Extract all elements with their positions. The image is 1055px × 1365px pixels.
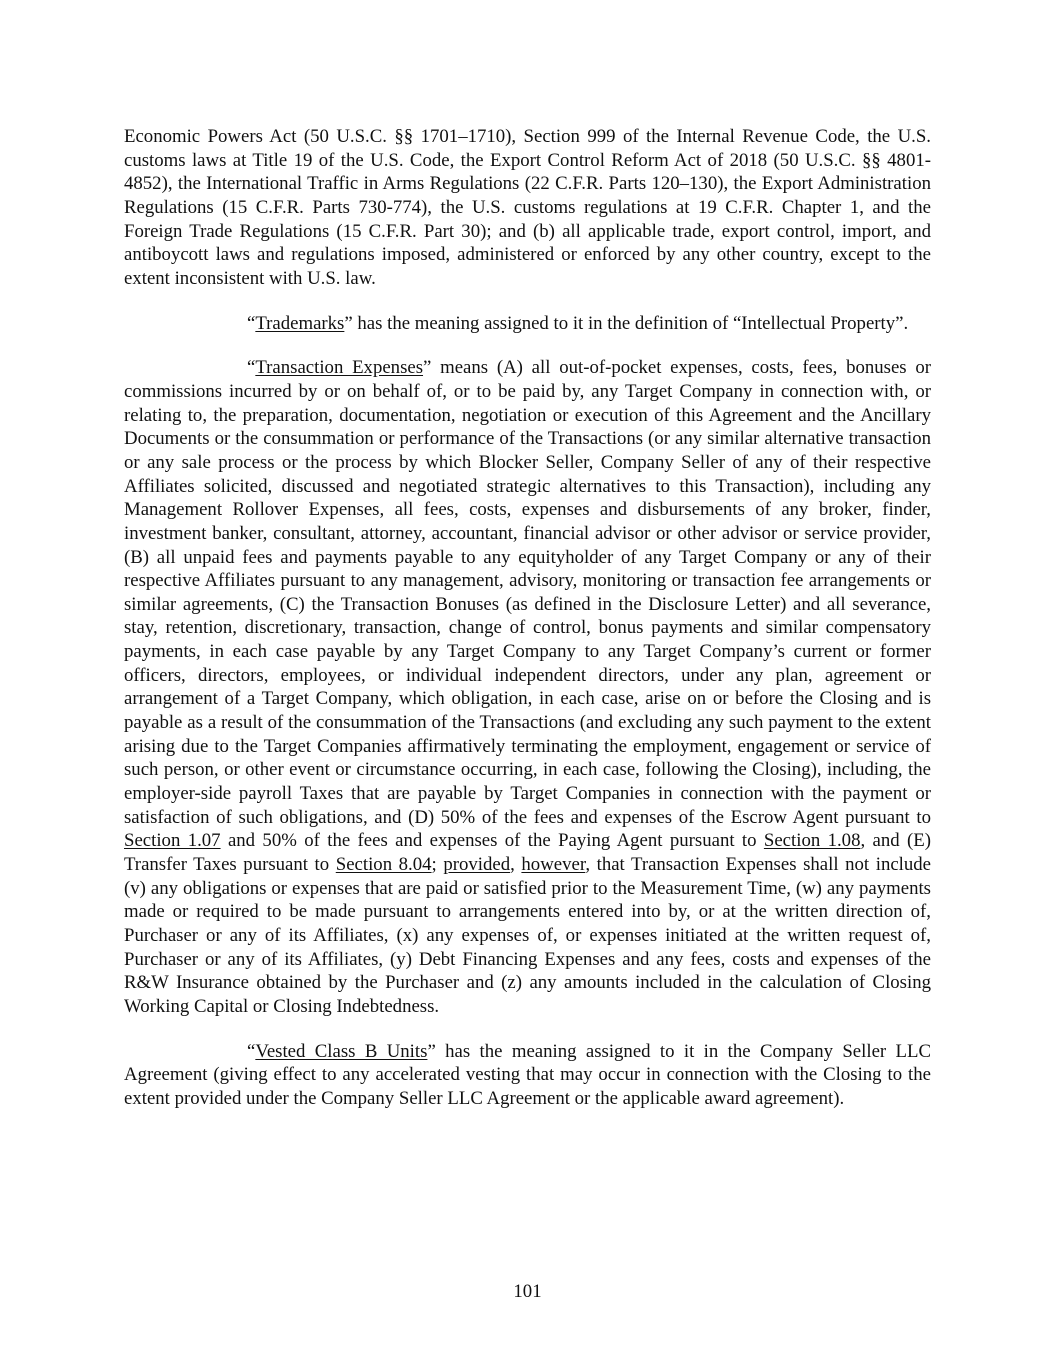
section-reference: Section 1.08 [763,830,861,852]
emphasis-provided: provided [443,854,511,876]
definition-transaction-expenses [124,356,931,1018]
defined-term: Trademarks [255,312,345,334]
open-quote: “ [247,357,256,379]
section-reference: Section 8.04 [335,854,432,876]
defined-term: Transaction Expenses [255,357,424,379]
definition-text: and 50% of the fees and expenses of the Paying Agent pursuant to [220,830,764,852]
page-number: 101 [513,1281,542,1302]
definition-trademarks [124,312,931,336]
paragraph-trade-laws-continued: Economic Powers Act (50 U.S.C. §§ 1701–1710), Section 999 of the Internal Revenue Code, the U.S. customs laws at Title 19 of the U.S. Code, the Export Control Reform Act of 2018 (50 U.S.C. §§ 4801-4852), the International Traffic in Arms Regulations (22 C.F.R. Parts 120–130), the Export Administration Regulations (15 C.F.R. Parts 730-774), the U.S. customs regulations at 19 C.F.R. Chapter 1, and the Foreign Trade Regulations (15 C.F.R. Part 30); and (b) all applicable trade, export control, import, and antiboycott laws and regulations imposed, administered or enforced by any other country, except to the extent inconsistent with U.S. law. [124,126,931,289]
definition-text: , that Transaction Expenses shall not include (v) any obligations or expenses that are paid or satisfied prior to the Measurement Time, (w) any payments made or required to be made pursuant to arrangements entered into by, or at the written direction of, Purchaser or any of its Affiliates, (x) any expenses of, or expenses initiated at the written request of, Purchaser or any of its Affiliates, (y) Debt Financing Expenses and any fees, costs and expenses of the R&W Insurance obtained by the Purchaser and (z) any amounts included in the calculation of Closing Working Capital or Closing Indebtedness. [124,854,932,1017]
definition-vested-class-b-units [124,1040,931,1111]
defined-term: Vested Class B Units [255,1040,428,1062]
emphasis-however: however [521,854,586,876]
definition-text: ” means (A) all out-of-pocket expenses, costs, fees, bonuses or commissions incurred by or on behalf of, or to be paid by, any Target Company in connection with, or relating to, the preparation, documentation, negotiation or execution of this Agreement and the Ancillary Documents or the consummation or performance of the Transactions (or any similar alternative transaction or any sale process or the process by which Blocker Seller, Company Seller of any of their respective Affiliates solicited, discussed and negotiated strategic alternatives to this Transaction), including any Management Rollover Expenses, all fees, costs, expenses and disbursements of any broker, finder, investment banker, consultant, attorney, accountant, financial advisor or other advisor or service provider, (B) all unpaid fees and payments payable to any equityholder of any Target Company or any of their respective Affiliates pursuant to any management, advisory, monitoring or transaction fee arrangements or similar agreements, (C) the Transaction Bonuses (as defined in the Disclosure Letter) and all severance, stay, retention, discretionary, transaction, change of control, bonus payments and similar compensatory payments, in each case payable by any Target Company to any Target Company’s current or former officers, directors, employees, or individual independent directors, under any plan, agreement or arrangement of a Target Company, which obligation, in each case, arise on or before the Closing and is payable as a result of the consummation of the Transactions (and excluding any such payment to the extent arising due to the Target Companies affirmatively terminating the employment, engagement or service of such person, or other event or circumstance occurring, in each case, following the Closing), including, the employer-side payroll Taxes that are payable by Target Companies in connection with the payment or satisfaction of such obligations, and (D) 50% of the fees and expenses of the Escrow Agent pursuant to [124,357,931,828]
definition-text: , and (E) Transfer Taxes pursuant to [124,830,931,876]
document-page [124,125,931,1132]
definition-text: , [510,854,522,876]
definition-text: ; [431,854,444,876]
open-quote: “ [247,312,256,334]
definition-text: ” has the meaning assigned to it in the Company Seller LLC Agreement (giving effect to any accelerated vesting that may occur in connection with the Closing to the extent provided under the Company Seller LLC Agreement or the applicable award agreement). [124,1040,931,1109]
definition-text: ” has the meaning assigned to it in the definition of “Intellectual Property”. [344,312,909,334]
section-reference: Section 1.07 [124,830,221,852]
open-quote: “ [247,1040,256,1062]
